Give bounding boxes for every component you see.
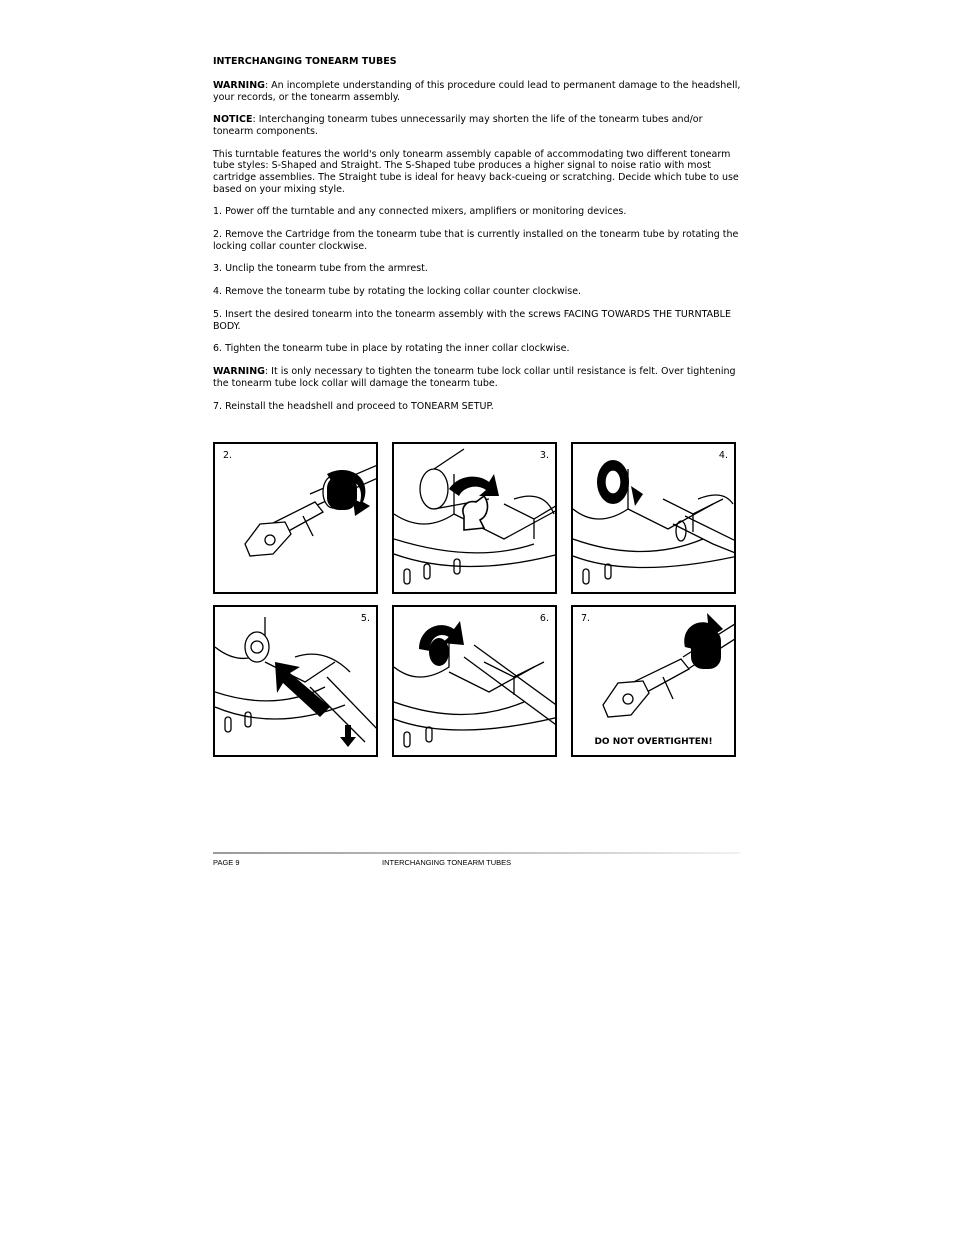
- tube-tightening-illustration: [394, 607, 557, 757]
- warning-label: WARNING: [213, 80, 265, 91]
- step-5: 5. Insert the desired tonearm into the tonearm assembly with the screws FACING TOWARDS THE TURNTABLE BODY.: [213, 309, 731, 332]
- notice-paragraph: [213, 114, 743, 137]
- step-6: 6. Tighten the tonearm tube in place by rotating the inner collar clockwise.: [213, 343, 570, 355]
- figure-2: [213, 442, 378, 594]
- step-4: 4. Remove the tonearm tube by rotating the locking collar counter clockwise.: [213, 286, 582, 298]
- figure-grid: [213, 442, 740, 763]
- intro-paragraph: This turntable features the world's only tonearm assembly capable of accommodating two different tonearm tube styles: S-Shaped and Straight. The S-Shaped tube produces a higher signal to noise ratio with most cartridge assemblies. The Straight tube is ideal for heavy back-cueing or scratching. Decide which tube to use based on your mixing style.: [213, 148, 739, 195]
- step-2: 2. Remove the Cartridge from the tonearm tube that is currently installed on the tonearm tube by rotating the locking collar counter clockwise.: [213, 229, 739, 252]
- page-number: PAGE 9: [213, 858, 240, 867]
- warning-text-2: : It is only necessary to tighten the tonearm tube lock collar until resistance is felt. Over tightening the tonearm tube lock collar will damage the tonearm tube.: [213, 366, 736, 389]
- figure-4-number: 4.: [718, 450, 728, 461]
- footer-divider: [213, 852, 740, 854]
- figure-4: [571, 442, 736, 594]
- figure-6: [392, 605, 557, 757]
- instruction-text: [213, 56, 743, 423]
- headshell-reinstall-illustration: [573, 607, 736, 757]
- figure-3-number: 3.: [539, 450, 549, 461]
- notice-text: : Interchanging tonearm tubes unnecessarily may shorten the life of the tonearm tubes and/or tonearm components.: [213, 114, 703, 137]
- page-title: INTERCHANGING TONEARM TUBES: [213, 56, 397, 67]
- tube-removal-illustration: [573, 444, 736, 594]
- figure-3: [392, 442, 557, 594]
- warning-text: : An incomplete understanding of this procedure could lead to permanent damage to the headshell, your records, or the tonearm assembly.: [213, 80, 741, 103]
- figure-7: [571, 605, 736, 757]
- notice-label: NOTICE: [213, 114, 253, 126]
- figure-5-number: 5.: [360, 613, 370, 624]
- figure-7-number: 7.: [581, 613, 591, 624]
- tube-insertion-illustration: [215, 607, 378, 757]
- step-7: 7. Reinstall the headshell and proceed to TONEARM SETUP.: [213, 400, 494, 412]
- figure-6-number: 6.: [539, 613, 549, 624]
- step-1: 1. Power off the turntable and any connected mixers, amplifiers or monitoring devices.: [213, 206, 627, 218]
- footer-section-title: INTERCHANGING TONEARM TUBES: [382, 858, 512, 867]
- step-3: 3. Unclip the tonearm tube from the armrest.: [213, 263, 428, 275]
- headshell-removal-illustration: [215, 444, 378, 594]
- figure-5: [213, 605, 378, 757]
- armrest-unclip-illustration: [394, 444, 557, 594]
- figure-2-number: 2.: [223, 450, 233, 461]
- warning-paragraph: [213, 80, 743, 103]
- warning-paragraph-2: [213, 366, 743, 389]
- caution-label: DO NOT OVERTIGHTEN!: [594, 737, 713, 747]
- warning-label-2: WARNING: [213, 366, 265, 378]
